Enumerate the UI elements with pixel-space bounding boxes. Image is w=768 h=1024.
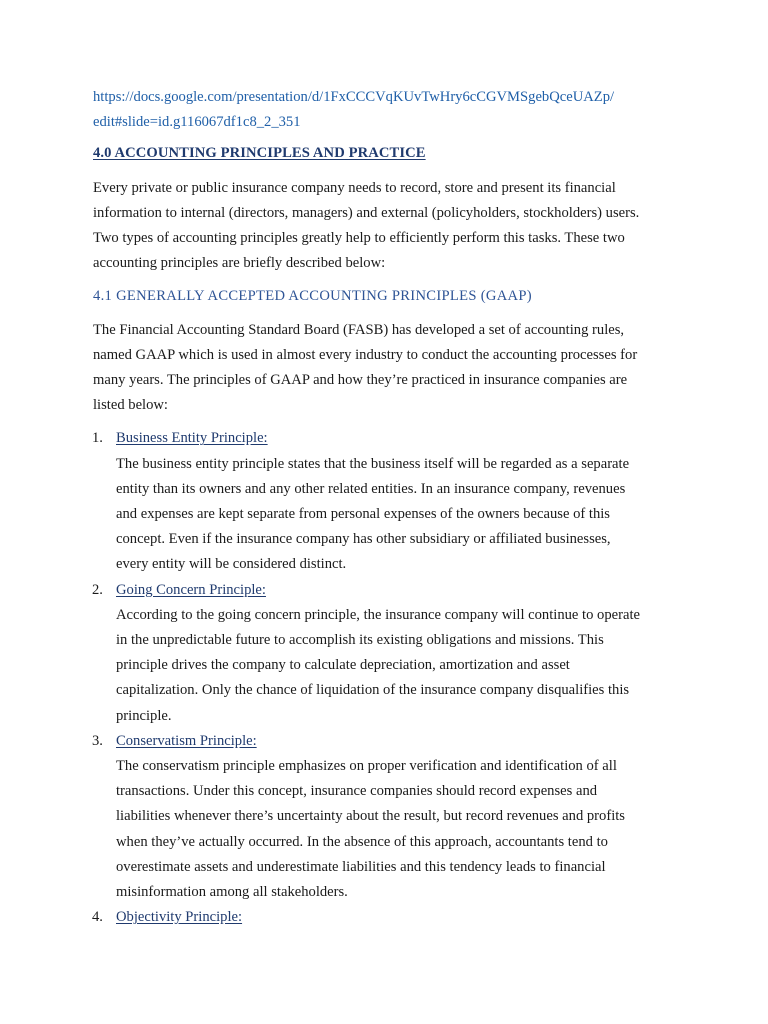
body-line: in the unpredictable future to accomplish its existing obligations and missions. This — [116, 632, 604, 649]
body-line: every entity will be considered distinct. — [116, 556, 347, 573]
body-line: overestimate assets and underestimate liabilities and this tendency leads to financial — [116, 858, 606, 875]
link-line-1: https://docs.google.com/presentation/d/1FxCCCVqKUvTwHry6cCGVMSgebQceUAZp/ — [93, 89, 615, 105]
principle-body — [116, 603, 676, 729]
section-heading: 4.0 ACCOUNTING PRINCIPLES AND PRACTICE — [93, 145, 426, 162]
body-line: principle. — [116, 707, 172, 724]
body-line: According to the going concern principle, the insurance company will continue to operate — [116, 606, 640, 623]
principle-title-link[interactable]: Conservatism Principle: — [116, 732, 257, 749]
principle-title-link[interactable]: Business Entity Principle: — [116, 430, 268, 447]
list-number: 2. — [92, 581, 103, 598]
list-item — [93, 905, 676, 930]
gaap-line: many years. The principles of GAAP and how they’re practiced in insurance companies are — [93, 372, 628, 389]
body-line: entity than its owners and any other related entities. In an insurance company, revenues — [116, 480, 626, 497]
intro-paragraph — [93, 176, 676, 277]
principle-body — [116, 452, 676, 578]
body-line: capitalization. Only the chance of liquidation of the insurance company disqualifies this — [116, 682, 630, 699]
body-line: and expenses are kept separate from personal expenses of the owners because of this — [116, 506, 610, 523]
intro-line: Every private or public insurance company needs to record, store and present its financial — [93, 179, 616, 196]
list-number: 1. — [92, 430, 103, 447]
presentation-link[interactable] — [93, 85, 676, 135]
body-line: concept. Even if the insurance company has other subsidiary or affiliated businesses, — [116, 531, 611, 548]
principles-list — [93, 426, 676, 930]
intro-line: accounting principles are briefly described below: — [93, 255, 386, 272]
gaap-line: The Financial Accounting Standard Board (FASB) has developed a set of accounting rules, — [93, 321, 625, 338]
principle-title-link[interactable]: Going Concern Principle: — [116, 581, 266, 598]
gaap-line: named GAAP which is used in almost every industry to conduct the accounting processes for — [93, 346, 638, 363]
body-line: misinformation among all stakeholders. — [116, 884, 348, 901]
intro-line: Two types of accounting principles greatly help to efficiently perform this tasks. These two — [93, 230, 625, 247]
link-line-2: edit#slide=id.g116067df1c8_2_351 — [93, 114, 301, 131]
intro-line: information to internal (directors, managers) and external (policyholders, stockholders) users. — [93, 204, 640, 221]
list-item — [93, 729, 676, 905]
gaap-paragraph — [93, 318, 676, 419]
list-item — [93, 578, 676, 729]
gaap-line: listed below: — [93, 397, 168, 414]
body-line: when they’ve actually occurred. In the absence of this approach, accountants tend to — [116, 833, 608, 850]
list-number: 3. — [92, 732, 103, 749]
list-item — [93, 426, 676, 577]
body-line: liabilities whenever there’s uncertainty about the result, but record revenues and profits — [116, 808, 625, 825]
principle-body — [116, 754, 676, 905]
body-line: principle drives the company to calculate depreciation, amortization and asset — [116, 657, 570, 674]
body-line: The conservatism principle emphasizes on proper verification and identification of all — [116, 758, 617, 775]
list-number: 4. — [92, 909, 103, 926]
body-line: transactions. Under this concept, insurance companies should record expenses and — [116, 783, 598, 800]
principle-title-link[interactable]: Objectivity Principle: — [116, 909, 243, 926]
body-line: The business entity principle states that the business itself will be regarded as a separate — [116, 455, 630, 472]
subsection-heading: 4.1 GENERALLY ACCEPTED ACCOUNTING PRINCIPLES (GAAP) — [93, 288, 532, 305]
